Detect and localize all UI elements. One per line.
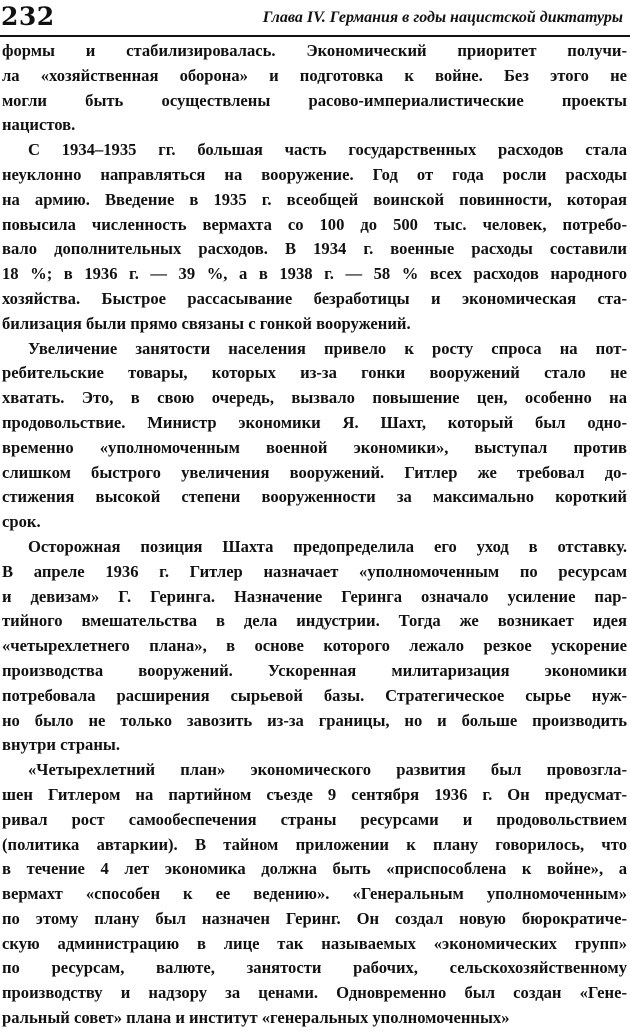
- text-line: на армию. Введение в 1935 г. всеобщей воинской повинности, которая: [2, 189, 627, 209]
- paragraph: [2, 39, 627, 138]
- text-line: срок.: [2, 512, 41, 532]
- text-line: формы и стабилизировалась. Экономический приоритет получи-: [2, 41, 627, 60]
- text-line: «четырехлетнего плана», в основе которого лежало резкое ускорение: [2, 636, 627, 656]
- text-line: «Четырехлетний план» экономического развития был провозгла-: [28, 760, 627, 780]
- text-line: и девизам» Г. Геринга. Назначение Геринга означало усиление пар-: [2, 586, 627, 606]
- text-line: нацистов.: [2, 115, 76, 135]
- text-line: неуклонно направляться на вооружение. Год от года росли расходы: [2, 164, 627, 184]
- text-line: (политика автаркии). В тайном приложении к плану говорилось, что: [2, 834, 627, 854]
- paragraph: [2, 138, 627, 336]
- text-line: ла «хозяйственная оборона» и подготовка к войне. Без этого не: [2, 65, 627, 85]
- text-line: производства вооружений. Ускоренная милитаризация экономики: [2, 660, 627, 680]
- body-text: [2, 39, 627, 1031]
- text-line: шен Гитлером на партийном съезде 9 сентября 1936 г. Он предусмат-: [2, 784, 627, 804]
- text-line: ривал рост самообеспечения страны ресурсами и продовольствием: [2, 809, 627, 829]
- text-line: 18 %; в 1936 г. — 39 %, а в 1938 г. — 58 % всех расходов народного: [2, 264, 627, 284]
- text-line: вало дополнительных расходов. В 1934 г. военные расходы составили: [2, 239, 627, 259]
- paragraph: [2, 337, 627, 535]
- text-line: вермахт «способен к ее ведению». «Генеральным уполномоченным»: [2, 884, 627, 904]
- text-line: ребительские товары, которых из-за гонки вооружений стало не: [2, 363, 627, 383]
- text-line: в течение 4 лет экономика должна быть «приспособлена к войне», а: [2, 859, 627, 879]
- text-line: но было не только завозить из-за границы, но и больше производить: [2, 710, 627, 730]
- text-line: внутри страны.: [2, 735, 121, 755]
- text-line: С 1934–1935 гг. большая часть государственных расходов стала: [28, 140, 627, 160]
- text-line: по ресурсам, валюте, занятости рабочих, сельскохозяйственному: [2, 958, 627, 978]
- text-line: могли быть осуществлены расово-империалистические проекты: [2, 90, 627, 110]
- running-head: Глава IV. Германия в годы нацистской диктатуры: [262, 9, 623, 26]
- paragraph: [2, 758, 627, 1031]
- text-line: скую администрацию в лице так называемых «экономических групп»: [2, 933, 627, 953]
- text-line: тийного вмешательства в дела индустрии. Тогда же возникает идея: [2, 611, 627, 631]
- text-line: билизация были прямо связаны с гонкой вооружений.: [2, 313, 411, 333]
- text-line: по этому плану был назначен Геринг. Он создал новую бюрократиче-: [2, 908, 627, 928]
- text-line: продовольствие. Министр экономики Я. Шахт, который был одно-: [2, 412, 627, 432]
- text-line: стижения высокой степени вооруженности за максимально короткий: [2, 487, 627, 507]
- text-line: Осторожная позиция Шахта предопределила его уход в отставку.: [28, 536, 627, 556]
- page-number: 232: [1, 2, 55, 31]
- text-line: временно «уполномоченным военной экономики», выступал против: [2, 437, 627, 457]
- text-line: производству и надзору за ценами. Одновременно был создан «Гене-: [2, 983, 627, 1003]
- text-line: слишком быстрого увеличения вооружений. Гитлер же требовал до-: [2, 462, 627, 482]
- paragraph: [2, 535, 627, 758]
- text-line: В апреле 1936 г. Гитлер назначает «уполномоченным по ресурсам: [2, 561, 627, 581]
- text-line: хозяйства. Быстрое рассасывание безработицы и экономическая ста-: [2, 288, 627, 308]
- text-line: повысила численность вермахта со 100 до 500 тыс. человек, потребо-: [2, 214, 627, 234]
- text-line: ральный совет» плана и институт «генеральных уполномоченных»: [2, 1008, 510, 1028]
- text-line: хватать. Это, в свою очередь, вызвало повышение цен, особенно на: [2, 388, 627, 408]
- text-line: потребовала расширения сырьевой базы. Стратегическое сырье нуж-: [2, 685, 627, 705]
- text-line: Увеличение занятости населения привело к росту спроса на пот-: [28, 338, 627, 358]
- header-rule: [0, 35, 630, 37]
- page-header: [0, 0, 630, 36]
